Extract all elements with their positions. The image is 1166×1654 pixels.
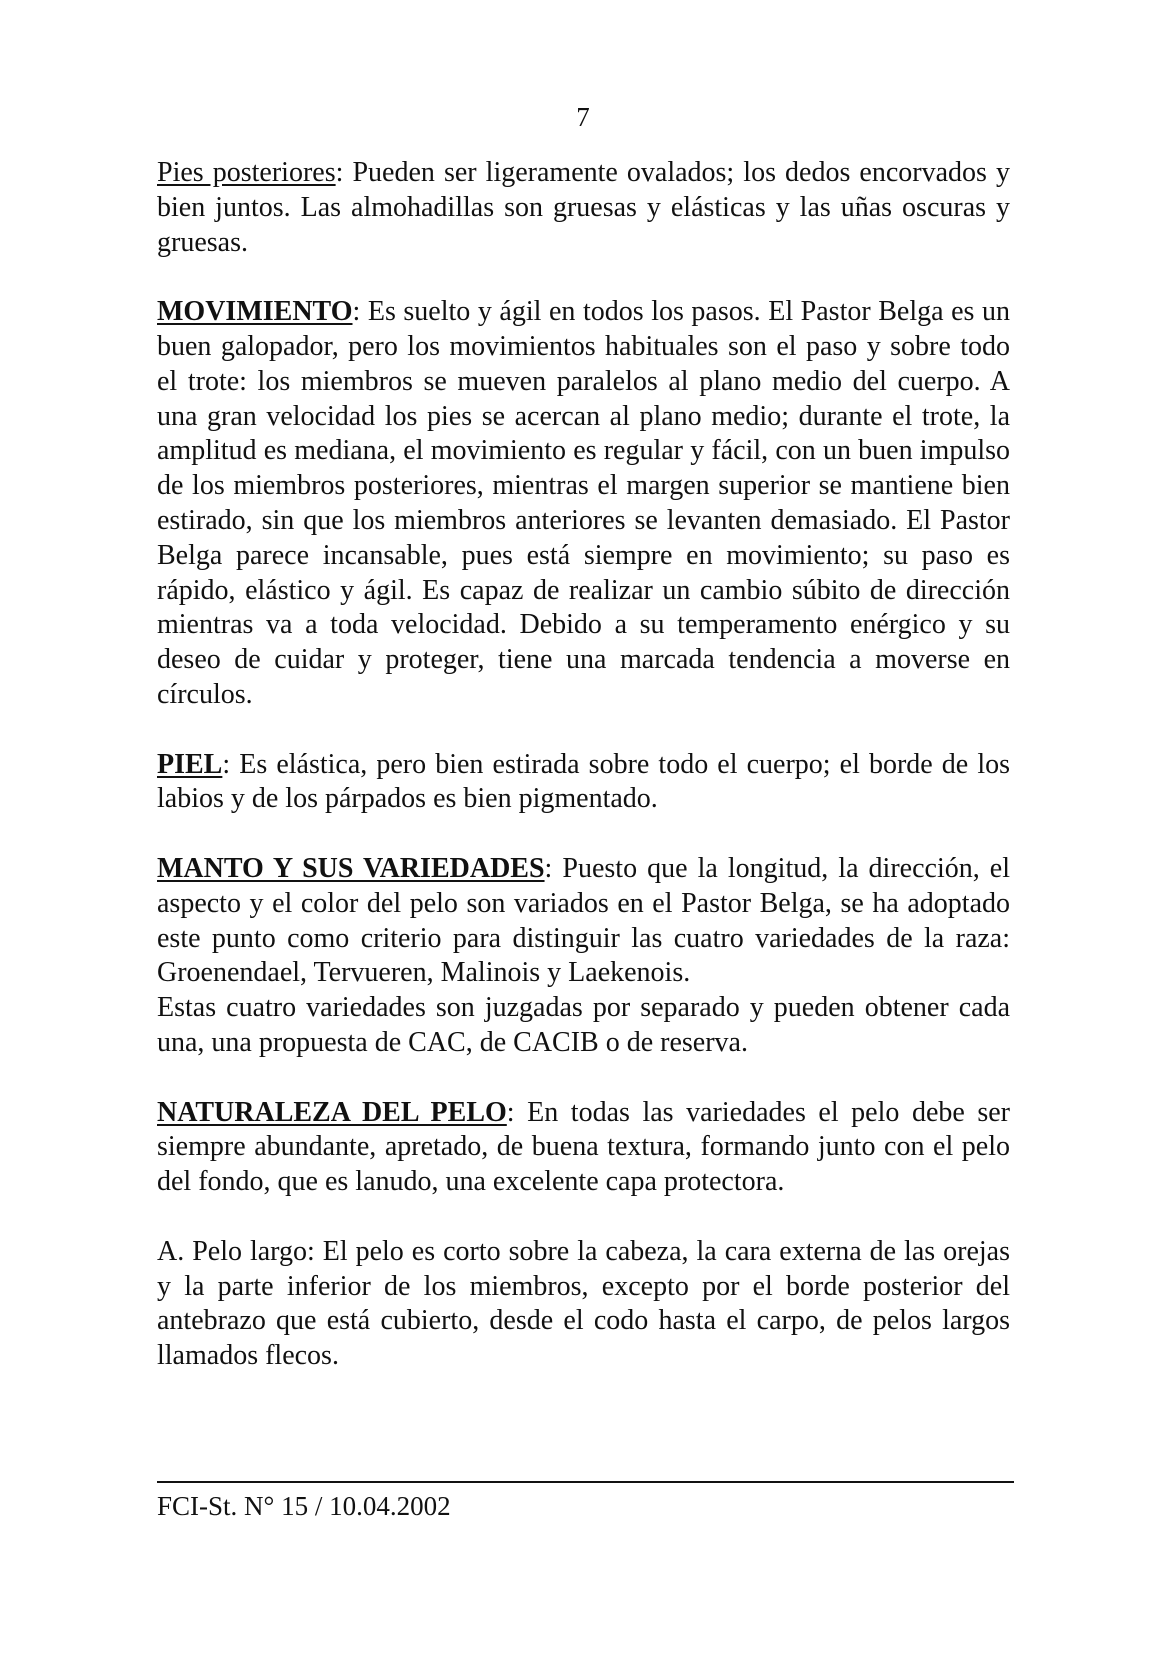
heading-movimiento: MOVIMIENTO [157, 296, 353, 328]
heading-piel: PIEL [157, 748, 223, 780]
paragraph-naturaleza-del-pelo [157, 1096, 1010, 1200]
paragraph-text: : Es suelto y ágil en todos los pasos. El Pastor Belga es un buen galopador, pero los movimientos habituales son el paso y sobre todo el trote: los miembros se mueven paralelos al plano medio del cuerpo. A una gran velocidad los pies se acercan al plano medio; durante el trote, la amplitud es mediana, el movimiento es regular y fácil, con un buen impulso de los miembros posteriores, mientras el margen superior se mantiene bien estirado, sin que los miembros anteriores se levanten demasiado. El Pastor Belga parece incansable, pues está siempre en movimiento; su paso es rápido, elástico y ágil. Es capaz de realizar un cambio súbito de dirección mientras va a toda velocidad. Debido a su temperamento enérgico y su deseo de cuidar y proteger, tiene una marcada tendencia a moverse en círculos. [157, 296, 1010, 710]
heading-naturaleza-del-pelo: NATURALEZA DEL PELO [157, 1096, 507, 1128]
paragraph-text: : Es elástica, pero bien estirada sobre todo el cuerpo; el borde de los labios y de los párpados es bien pigmentado. [157, 748, 1010, 815]
paragraph-manto-continuation: Estas cuatro variedades son juzgadas por separado y pueden obtener cada una, una propuesta de CAC, de CACIB o de reserva. [157, 992, 1010, 1058]
paragraph-text: : Puesto que la longitud, la dirección, el aspecto y el color del pelo son variados en el Pastor Belga, se ha adoptado este punto como criterio para distinguir las cuatro variedades de la raza: Groenendael, Tervueren, Malinois y Laekenois. [157, 852, 1010, 989]
heading-pies-posteriores: Pies posteriores [157, 157, 336, 188]
heading-manto: MANTO Y SUS VARIEDADES [157, 852, 545, 884]
paragraph-text: : En todas las variedades el pelo debe ser siempre abundante, apretado, de buena textura, formando junto con el pelo del fondo, que es lanudo, una excelente capa protectora. [157, 1096, 1011, 1198]
paragraph-text: : Pueden ser ligeramente ovalados; los dedos encorvados y bien juntos. Las almohadillas son gruesas y elásticas y las uñas oscuras y gruesas. [157, 157, 1011, 258]
document-body [157, 156, 1010, 1409]
footer-standard-reference: FCI-St. N° 15 / 10.04.2002 [157, 1491, 451, 1521]
page-number: 7 [576, 102, 590, 132]
paragraph-manto [157, 852, 1010, 991]
footer-divider [157, 1481, 1014, 1483]
paragraph-piel [157, 748, 1010, 818]
paragraph-pies-posteriores [157, 156, 1010, 260]
paragraph-pelo-largo: A. Pelo largo: El pelo es corto sobre la cabeza, la cara externa de las orejas y la parte inferior de los miembros, excepto por el borde posterior del antebrazo que está cubierto, desde el codo hasta el carpo, de pelos largos llamados flecos. [157, 1235, 1010, 1372]
paragraph-movimiento [157, 295, 1010, 713]
